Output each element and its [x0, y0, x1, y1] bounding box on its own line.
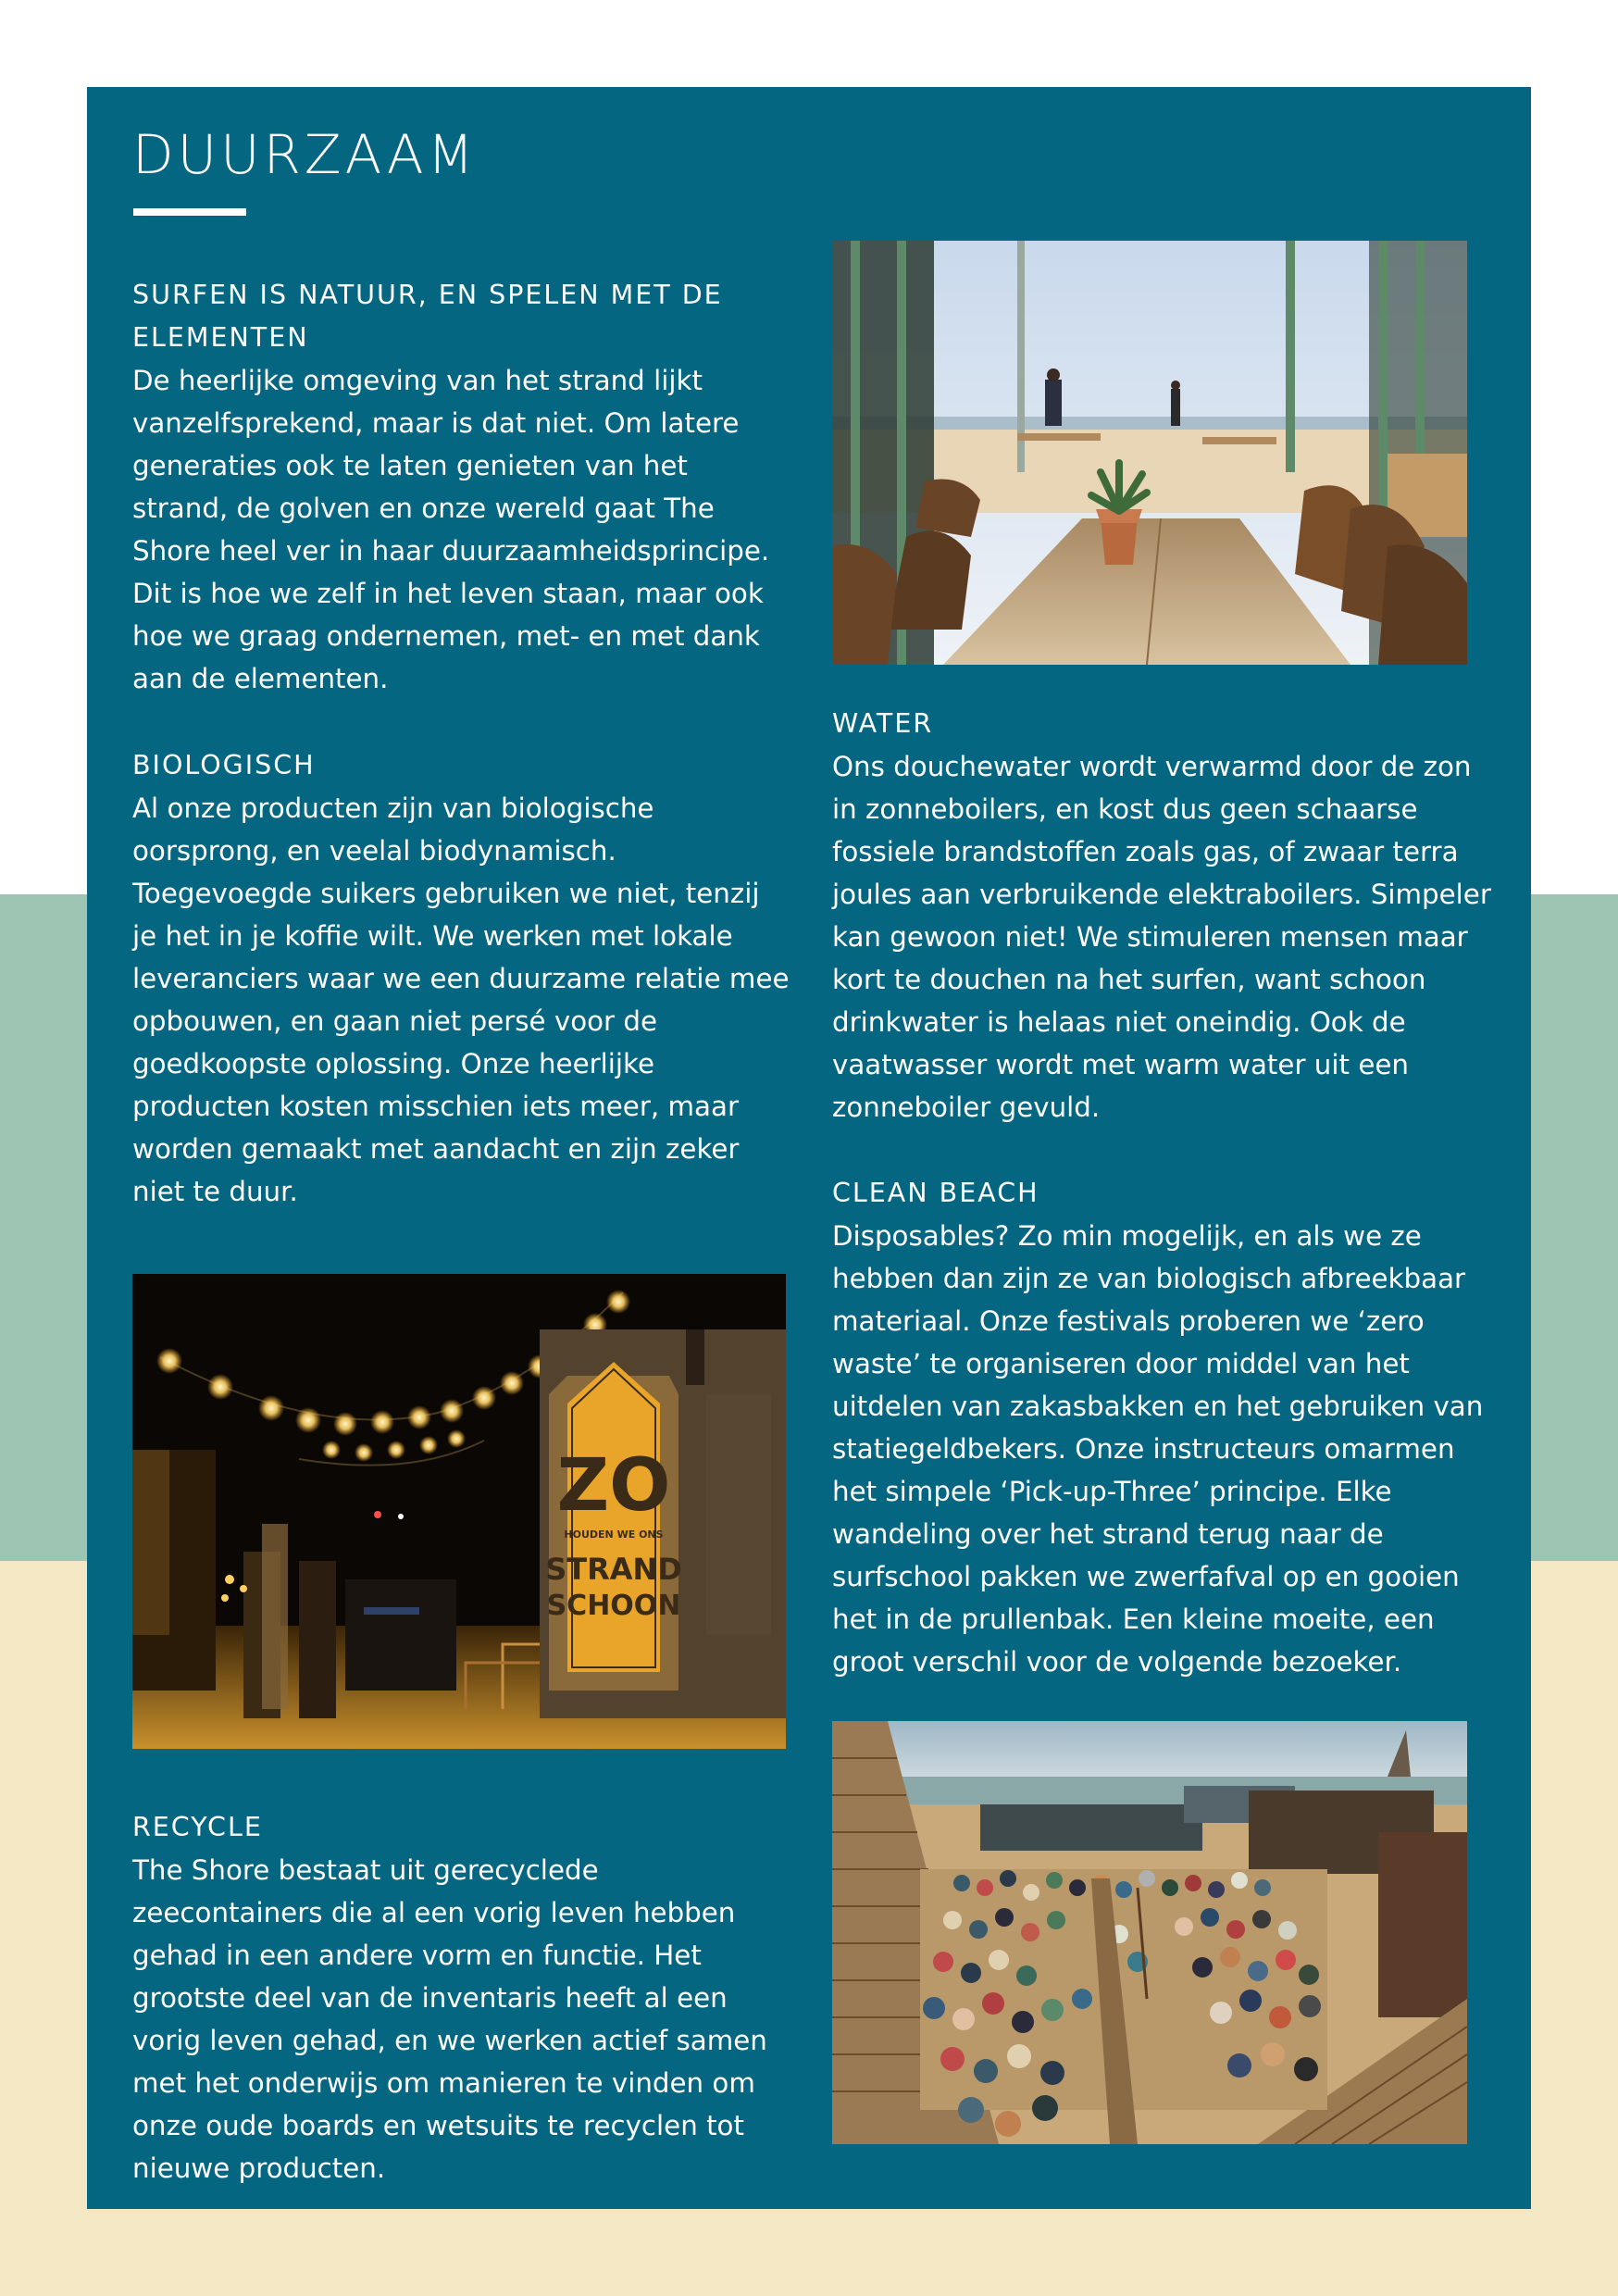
section-body: Ons douchewater wordt verwarmd door de zon in zonneboilers, en kost dus geen schaarse fossiele brandstoffen zoals gas, of zwaar terra joules aan verbruikende elektraboilers. Simpeler kan gewoon niet! We stimuleren mensen maar kort te douchen na het surfen, want schoon drinkwater is helaas niet oneindig. Ook de vaatwasser wordt met warm water uit een zonneboiler gevuld. — [832, 751, 1491, 1123]
title-underline — [133, 208, 246, 216]
section-body: The Shore bestaat uit gerecyclede zeecontainers die al een vorig leven hebben gehad in een andere vorm en functie. Het grootste deel van de inventaris heeft al een vorig leven gehad, en we werken actief samen met het onderwijs om manieren te vinden om onze oude boards en wetsuits te recyclen tot nieuwe producten. — [132, 1854, 767, 2184]
content-panel — [87, 87, 1531, 2209]
bag-text-schoon: SCHOON — [546, 1590, 681, 1622]
section-biologisch — [132, 744, 791, 1213]
bag-text-zo: ZO — [556, 1444, 671, 1528]
section-heading: BIOLOGISCH — [132, 750, 316, 780]
section-surfen — [132, 274, 791, 700]
section-heading: WATER — [832, 708, 934, 739]
photo-night-lights — [132, 1274, 786, 1749]
photo-crowd-aerial — [832, 1721, 1467, 2144]
section-clean-beach — [832, 1172, 1491, 1683]
section-body: Al onze producten zijn van biologische oorsprong, en veelal biodynamisch. Toegevoegde suikers gebruiken we niet, tenzij je het in je koffie wilt. We werken met lokale leveranciers waar we een duurzame relatie mee opbouwen, en gaan niet persé voor de goedkoopste oplossing. Onze heerlijke producten kosten misschien iets meer, maar worden gemaakt met aandacht en zijn zeker niet te duur. — [132, 792, 790, 1207]
section-water — [832, 703, 1491, 1129]
bag-text-strand: STRAND — [545, 1552, 682, 1587]
section-heading: RECYCLE — [132, 1812, 263, 1842]
section-heading: CLEAN BEACH — [832, 1178, 1039, 1208]
section-recycle — [132, 1806, 791, 2190]
page-title: DUURZAAM — [132, 123, 478, 186]
bag-text-houden: HOUDEN WE ONS — [564, 1529, 664, 1541]
section-heading: SURFEN IS NATUUR, EN SPELEN MET DE ELEMENTEN — [132, 280, 723, 353]
section-body: Disposables? Zo min mogelijk, en als we ze hebben dan zijn ze van biologisch afbreekbaar materiaal. Onze festivals proberen we ‘zero waste’ te organiseren door middel van het uitdelen van zakasbakken en het gebruiken van statiegeldbekers. Onze instructeurs omarmen het simpele ‘Pick-up-Three’ principe. Elke wandeling over het strand terug naar de surfschool pakken we zwerfafval op en gooien het in de prullenbak. Een kleine moeite, een groot verschil voor de volgende bezoeker. — [832, 1220, 1484, 1678]
photo-beach-terrace — [832, 241, 1467, 665]
section-body: De heerlijke omgeving van het strand lijkt vanzelfsprekend, maar is dat niet. Om latere generaties ook te laten genieten van het strand, de golven en onze wereld gaat The Shore heel ver in haar duurzaamheidsprincipe. Dit is hoe we zelf in het leven staan, maar ook hoe we graag ondernemen, met- en met dank aan de elementen. — [132, 365, 770, 694]
